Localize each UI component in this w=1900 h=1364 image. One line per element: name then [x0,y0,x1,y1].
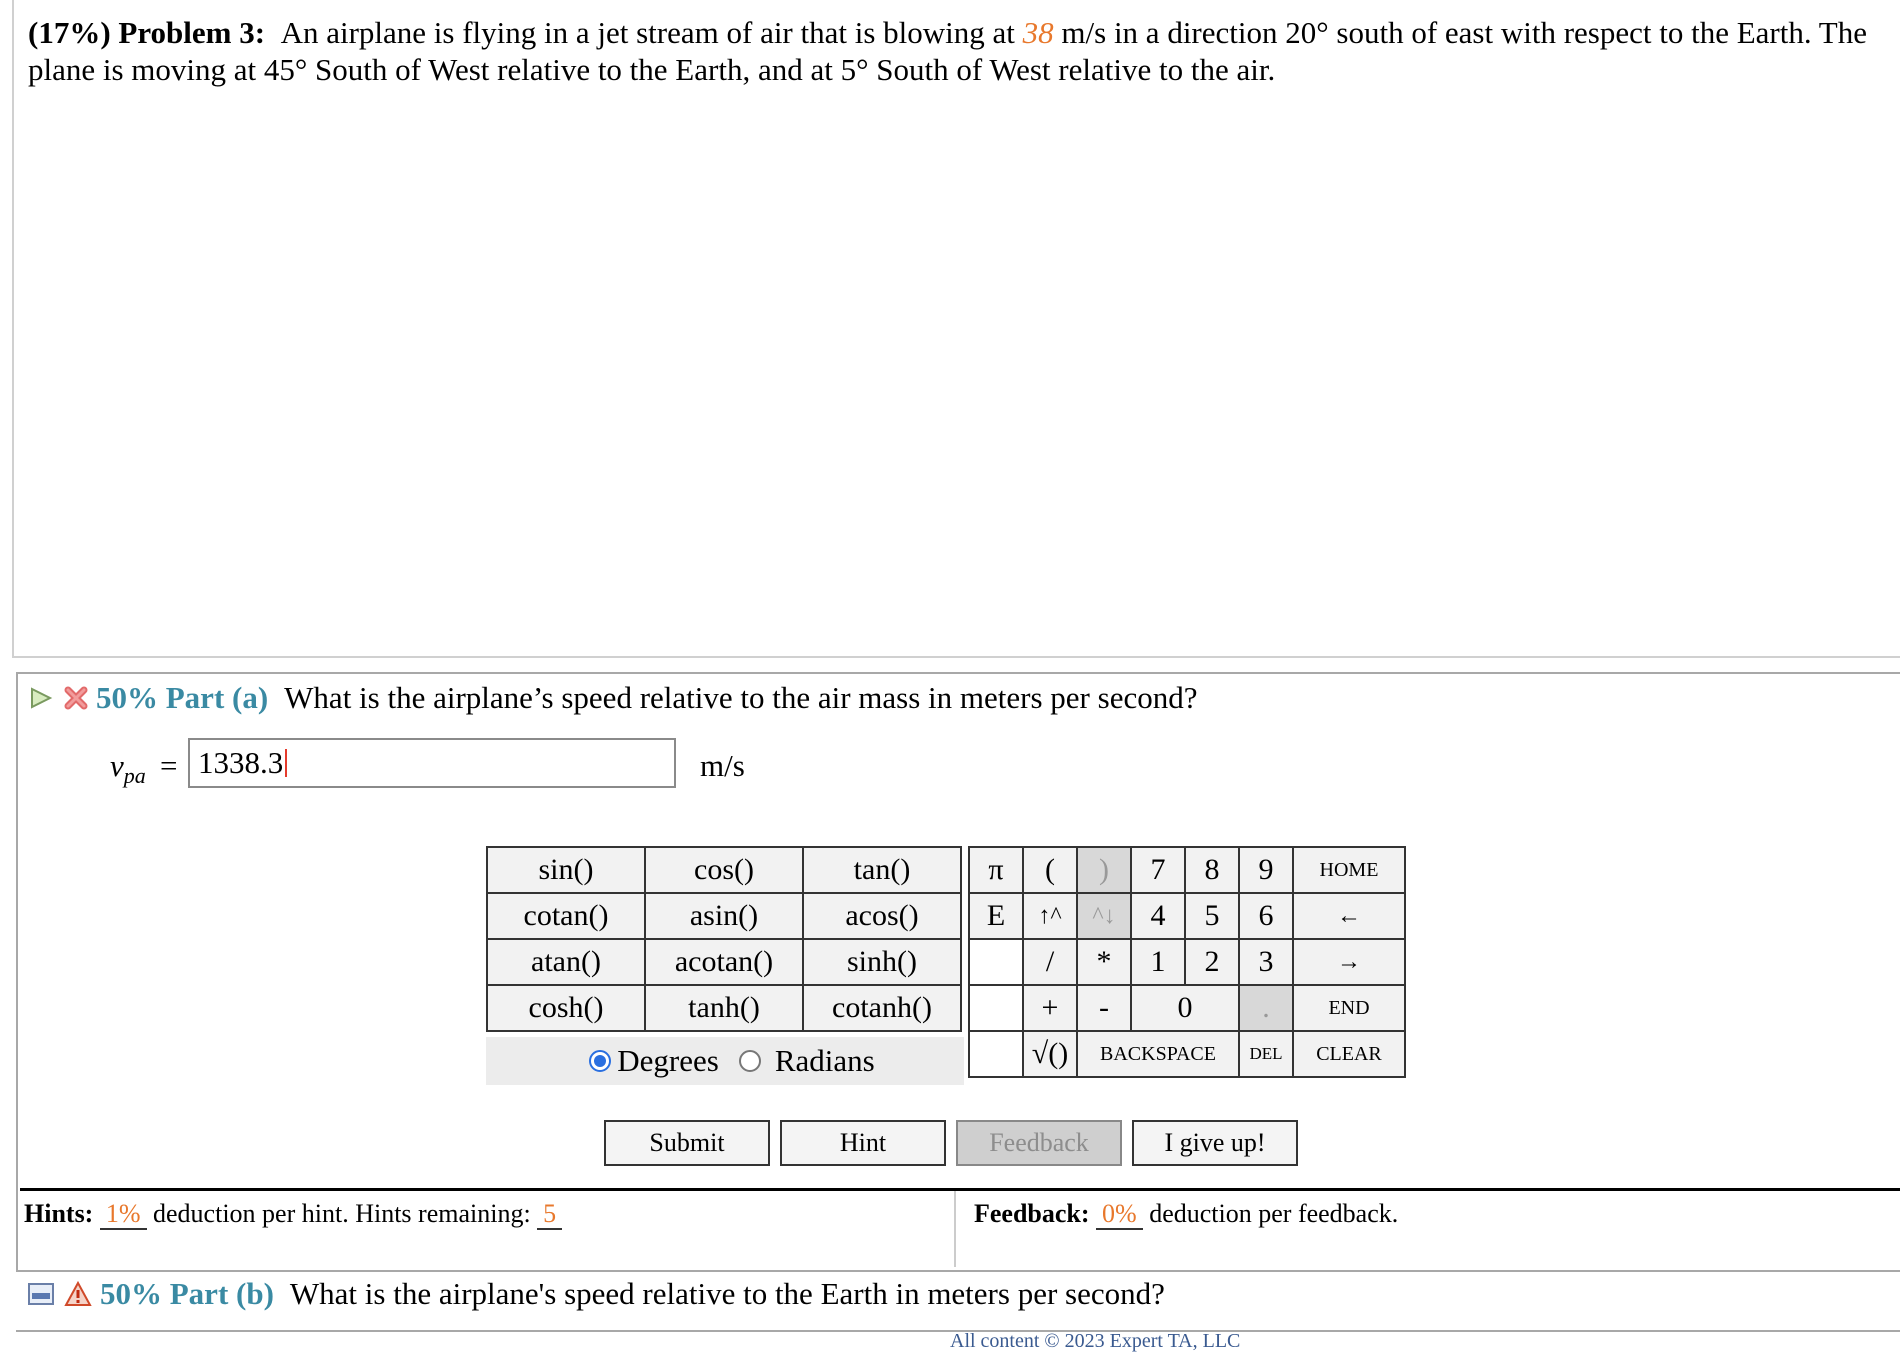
radians-radio[interactable] [739,1050,761,1072]
asin-button[interactable]: asin() [645,893,803,939]
tanh-button[interactable]: tanh() [645,985,803,1031]
problem-statement [28,14,1898,88]
minus-button[interactable]: - [1077,985,1131,1031]
feedback-info [974,1199,1398,1229]
feedback-deduction: 0% [1096,1199,1143,1230]
plus-button[interactable]: + [1023,985,1077,1031]
part-a-label [96,680,268,716]
feedback-label: Feedback: [974,1199,1090,1228]
answer-input[interactable] [188,738,676,788]
hints-divider [954,1191,956,1267]
hints-remaining: 5 [537,1199,562,1230]
right-arrow-button[interactable]: → [1293,939,1405,985]
eight-button[interactable]: 8 [1185,847,1239,893]
part-b-label [100,1276,274,1312]
answer-variable-subscript: pa [123,763,146,789]
nine-button[interactable]: 9 [1239,847,1293,893]
left-paren-button[interactable]: ( [1023,847,1077,893]
five-button[interactable]: 5 [1185,893,1239,939]
up-power-button[interactable]: ↑^ [1023,893,1077,939]
problem-text-after: m/s in a direction 20° south of east with respect to the Earth. The plane is moving at 45° South of West relative to the Earth, and at 5° South of West relative to the air. [28,15,1867,87]
hint-button[interactable]: Hint [780,1120,946,1166]
backspace-button[interactable]: BACKSPACE [1077,1031,1239,1077]
tan-button[interactable]: tan() [803,847,961,893]
part-b-header [28,1276,1165,1312]
part-b-question: What is the airplane's speed relative to the Earth in meters per second? [289,1276,1165,1311]
divide-button[interactable]: / [1023,939,1077,985]
part-b-percent: 50% [100,1276,162,1311]
footer-copyright: All content © 2023 Expert TA, LLC [950,1330,1241,1352]
sinh-button[interactable]: sinh() [803,939,961,985]
right-paren-button[interactable]: ) [1077,847,1131,893]
atan-button[interactable]: atan() [487,939,645,985]
play-icon[interactable] [28,685,54,711]
problem-speed-value: 38 [1022,15,1054,50]
problem-percent: (17%) [28,15,111,50]
pi-button[interactable]: π [969,847,1023,893]
zero-button[interactable]: 0 [1131,985,1239,1031]
part-b-title: Part (b) [169,1276,274,1311]
warning-icon [64,1280,92,1308]
clear-button[interactable]: CLEAR [1293,1031,1405,1077]
seven-button[interactable]: 7 [1131,847,1185,893]
part-a-percent: 50% [96,680,158,715]
problem-text-before: An airplane is flying in a jet stream of air that is blowing at [280,15,1023,50]
cotan-button[interactable]: cotan() [487,893,645,939]
home-button[interactable]: HOME [1293,847,1405,893]
empty-key [969,939,1023,985]
cos-button[interactable]: cos() [645,847,803,893]
acos-button[interactable]: acos() [803,893,961,939]
radians-label[interactable]: Radians [774,1043,875,1078]
e-button[interactable]: E [969,893,1023,939]
answer-unit: m/s [700,748,745,783]
cosh-button[interactable]: cosh() [487,985,645,1031]
cotanh-button[interactable]: cotanh() [803,985,961,1031]
acotan-button[interactable]: acotan() [645,939,803,985]
answer-variable: $v_{pa}$ [110,748,146,789]
sqrt-button[interactable]: √() [1023,1031,1077,1077]
text-caret [285,749,287,777]
degrees-radio[interactable] [589,1050,611,1072]
hints-label: Hints: [24,1199,94,1228]
three-button[interactable]: 3 [1239,939,1293,985]
numeric-keypad [968,846,1406,1078]
part-a-title: Part (a) [165,680,269,715]
feedback-button[interactable]: Feedback [956,1120,1122,1166]
incorrect-x-icon [62,684,90,712]
empty-key [969,1031,1023,1077]
hints-info [24,1199,562,1229]
feedback-text: deduction per feedback. [1149,1199,1399,1228]
hints-text: deduction per hint. Hints remaining: [153,1199,531,1228]
submit-button[interactable]: Submit [604,1120,770,1166]
six-button[interactable]: 6 [1239,893,1293,939]
collapsed-panel-icon[interactable] [28,1281,54,1307]
problem-panel [12,0,1900,658]
angle-mode-selector [486,1037,964,1085]
decimal-button[interactable]: . [1239,985,1293,1031]
empty-key [969,985,1023,1031]
hints-feedback-bar [20,1188,1900,1267]
function-keypad [486,846,962,1032]
left-arrow-button[interactable]: ← [1293,893,1405,939]
multiply-button[interactable]: * [1077,939,1131,985]
part-a-header [28,680,1197,716]
part-a-question: What is the airplane’s speed relative to the air mass in meters per second? [284,680,1198,715]
equals-sign: = [160,748,178,783]
hint-deduction: 1% [100,1199,147,1230]
sin-button[interactable]: sin() [487,847,645,893]
degrees-label[interactable]: Degrees [617,1043,719,1078]
give-up-button[interactable]: I give up! [1132,1120,1298,1166]
end-button[interactable]: END [1293,985,1405,1031]
down-power-button[interactable]: ^↓ [1077,893,1131,939]
two-button[interactable]: 2 [1185,939,1239,985]
one-button[interactable]: 1 [1131,939,1185,985]
del-button[interactable]: DEL [1239,1031,1293,1077]
answer-value: 1338.3 [198,745,284,780]
four-button[interactable]: 4 [1131,893,1185,939]
problem-number: Problem 3: [118,15,266,50]
